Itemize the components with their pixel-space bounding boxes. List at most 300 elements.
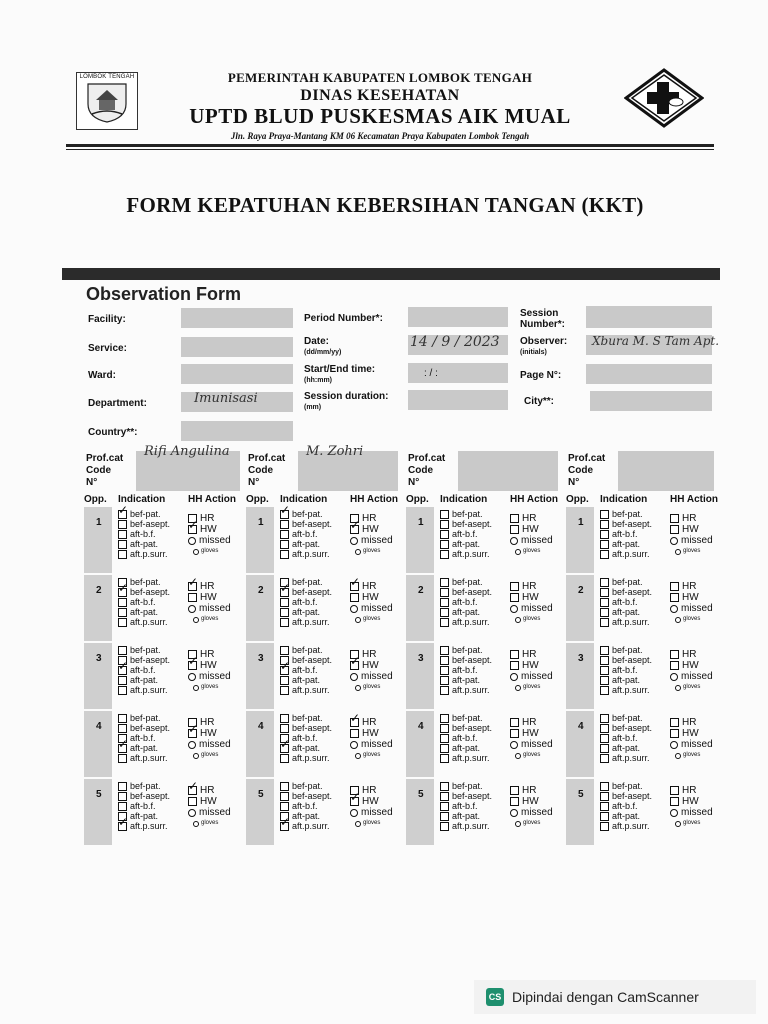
gloves-option[interactable] <box>188 750 231 761</box>
gloves-radio[interactable] <box>193 549 199 555</box>
indication-option[interactable] <box>280 519 332 529</box>
missed-radio[interactable] <box>670 605 678 613</box>
gloves-radio[interactable] <box>515 549 521 555</box>
indication-option[interactable] <box>118 539 170 549</box>
indication-option[interactable] <box>440 617 492 627</box>
hw-checkbox[interactable] <box>670 729 679 738</box>
indication-checkbox[interactable] <box>280 530 289 539</box>
hw-option[interactable] <box>670 524 713 535</box>
indication-option[interactable] <box>118 753 170 763</box>
gloves-radio[interactable] <box>355 685 361 691</box>
hr-checkbox[interactable] <box>670 514 679 523</box>
indication-option[interactable] <box>600 577 652 587</box>
hw-checkbox[interactable] <box>188 729 197 738</box>
indication-option[interactable] <box>440 597 492 607</box>
indication-checkbox[interactable] <box>440 598 449 607</box>
missed-option[interactable] <box>350 739 393 750</box>
indication-checkbox[interactable] <box>440 520 449 529</box>
hr-checkbox[interactable] <box>510 718 519 727</box>
hw-checkbox[interactable] <box>188 525 197 534</box>
indication-option[interactable] <box>280 685 332 695</box>
missed-option[interactable] <box>188 739 231 750</box>
indication-checkbox[interactable] <box>280 550 289 559</box>
missed-option[interactable] <box>350 535 393 546</box>
indication-checkbox[interactable] <box>118 754 127 763</box>
indication-option[interactable] <box>280 675 332 685</box>
city-field[interactable] <box>590 391 712 411</box>
indication-option[interactable] <box>440 753 492 763</box>
hr-option[interactable] <box>510 513 553 524</box>
indication-option[interactable] <box>600 781 652 791</box>
indication-option[interactable] <box>280 665 332 675</box>
indication-checkbox[interactable] <box>440 754 449 763</box>
hr-checkbox[interactable] <box>350 718 359 727</box>
profcat-field[interactable] <box>618 451 714 491</box>
missed-radio[interactable] <box>510 673 518 681</box>
indication-option[interactable] <box>118 781 170 791</box>
gloves-option[interactable] <box>670 546 713 557</box>
indication-checkbox[interactable] <box>440 724 449 733</box>
indication-checkbox[interactable] <box>600 618 609 627</box>
missed-option[interactable] <box>510 671 553 682</box>
indication-option[interactable] <box>600 549 652 559</box>
indication-checkbox[interactable] <box>440 734 449 743</box>
indication-checkbox[interactable] <box>440 588 449 597</box>
indication-option[interactable] <box>118 519 170 529</box>
ward-field[interactable] <box>181 364 293 384</box>
facility-field[interactable] <box>181 308 293 328</box>
gloves-option[interactable] <box>510 614 553 625</box>
missed-radio[interactable] <box>188 809 196 817</box>
missed-radio[interactable] <box>350 673 358 681</box>
indication-checkbox[interactable] <box>600 598 609 607</box>
indication-option[interactable] <box>440 519 492 529</box>
gloves-option[interactable] <box>670 750 713 761</box>
indication-checkbox[interactable] <box>440 822 449 831</box>
indication-option[interactable] <box>118 509 170 519</box>
hr-checkbox[interactable] <box>670 718 679 727</box>
missed-option[interactable] <box>350 603 393 614</box>
hw-checkbox[interactable] <box>670 661 679 670</box>
indication-checkbox[interactable] <box>440 782 449 791</box>
indication-option[interactable] <box>118 645 170 655</box>
missed-radio[interactable] <box>188 673 196 681</box>
indication-option[interactable] <box>280 617 332 627</box>
indication-option[interactable] <box>600 675 652 685</box>
gloves-radio[interactable] <box>675 617 681 623</box>
indication-option[interactable] <box>440 549 492 559</box>
indication-checkbox[interactable] <box>118 608 127 617</box>
indication-checkbox[interactable] <box>118 646 127 655</box>
missed-option[interactable] <box>670 603 713 614</box>
gloves-option[interactable] <box>188 682 231 693</box>
indication-checkbox[interactable] <box>118 744 127 753</box>
hw-option[interactable] <box>350 592 393 603</box>
missed-radio[interactable] <box>188 537 196 545</box>
indication-option[interactable] <box>600 645 652 655</box>
period-number-field[interactable] <box>408 307 508 327</box>
missed-radio[interactable] <box>510 605 518 613</box>
hw-option[interactable] <box>670 796 713 807</box>
indication-checkbox[interactable] <box>600 666 609 675</box>
missed-option[interactable] <box>670 671 713 682</box>
indication-checkbox[interactable] <box>600 646 609 655</box>
indication-checkbox[interactable] <box>600 520 609 529</box>
hr-option[interactable] <box>510 581 553 592</box>
indication-option[interactable] <box>280 597 332 607</box>
gloves-option[interactable] <box>188 546 231 557</box>
indication-checkbox[interactable] <box>600 724 609 733</box>
profcat-field[interactable] <box>458 451 558 491</box>
hw-option[interactable] <box>350 660 393 671</box>
indication-checkbox[interactable] <box>118 666 127 675</box>
missed-option[interactable] <box>350 807 393 818</box>
indication-checkbox[interactable] <box>600 822 609 831</box>
hr-option[interactable] <box>670 785 713 796</box>
gloves-radio[interactable] <box>355 549 361 555</box>
hw-checkbox[interactable] <box>670 797 679 806</box>
indication-option[interactable] <box>440 529 492 539</box>
indication-checkbox[interactable] <box>118 510 127 519</box>
indication-option[interactable] <box>440 743 492 753</box>
start-end-time-field[interactable] <box>408 363 508 383</box>
missed-option[interactable] <box>510 603 553 614</box>
indication-option[interactable] <box>118 675 170 685</box>
indication-option[interactable] <box>600 811 652 821</box>
indication-option[interactable] <box>600 753 652 763</box>
hw-option[interactable] <box>350 728 393 739</box>
hr-checkbox[interactable] <box>510 650 519 659</box>
indication-checkbox[interactable] <box>440 744 449 753</box>
indication-option[interactable] <box>600 733 652 743</box>
hw-checkbox[interactable] <box>510 729 519 738</box>
hw-checkbox[interactable] <box>350 729 359 738</box>
gloves-radio[interactable] <box>675 549 681 555</box>
indication-option[interactable] <box>440 811 492 821</box>
indication-option[interactable] <box>440 645 492 655</box>
indication-option[interactable] <box>280 587 332 597</box>
missed-option[interactable] <box>510 739 553 750</box>
hw-option[interactable] <box>510 728 553 739</box>
indication-checkbox[interactable] <box>118 782 127 791</box>
missed-option[interactable] <box>188 535 231 546</box>
indication-option[interactable] <box>440 607 492 617</box>
indication-checkbox[interactable] <box>600 540 609 549</box>
indication-checkbox[interactable] <box>280 802 289 811</box>
indication-checkbox[interactable] <box>280 510 289 519</box>
missed-radio[interactable] <box>350 605 358 613</box>
indication-checkbox[interactable] <box>440 578 449 587</box>
indication-checkbox[interactable] <box>600 686 609 695</box>
indication-option[interactable] <box>440 713 492 723</box>
hw-checkbox[interactable] <box>188 797 197 806</box>
gloves-radio[interactable] <box>675 753 681 759</box>
hr-checkbox[interactable] <box>188 786 197 795</box>
indication-option[interactable] <box>440 781 492 791</box>
hw-checkbox[interactable] <box>510 525 519 534</box>
hw-checkbox[interactable] <box>510 661 519 670</box>
indication-checkbox[interactable] <box>600 792 609 801</box>
indication-checkbox[interactable] <box>440 802 449 811</box>
indication-checkbox[interactable] <box>600 588 609 597</box>
indication-option[interactable] <box>118 723 170 733</box>
indication-checkbox[interactable] <box>600 802 609 811</box>
indication-option[interactable] <box>118 587 170 597</box>
gloves-option[interactable] <box>350 750 393 761</box>
missed-radio[interactable] <box>350 537 358 545</box>
indication-checkbox[interactable] <box>280 724 289 733</box>
indication-checkbox[interactable] <box>600 656 609 665</box>
indication-checkbox[interactable] <box>600 608 609 617</box>
indication-checkbox[interactable] <box>440 618 449 627</box>
page-number-field[interactable] <box>586 364 712 384</box>
indication-checkbox[interactable] <box>440 530 449 539</box>
hw-option[interactable] <box>670 592 713 603</box>
indication-checkbox[interactable] <box>280 618 289 627</box>
indication-option[interactable] <box>118 597 170 607</box>
indication-option[interactable] <box>440 685 492 695</box>
hr-checkbox[interactable] <box>350 582 359 591</box>
indication-checkbox[interactable] <box>118 822 127 831</box>
missed-radio[interactable] <box>670 673 678 681</box>
indication-option[interactable] <box>280 821 332 831</box>
indication-option[interactable] <box>118 685 170 695</box>
hw-checkbox[interactable] <box>350 593 359 602</box>
hw-option[interactable] <box>350 524 393 535</box>
indication-option[interactable] <box>118 821 170 831</box>
indication-checkbox[interactable] <box>440 812 449 821</box>
indication-option[interactable] <box>440 539 492 549</box>
indication-option[interactable] <box>600 685 652 695</box>
gloves-option[interactable] <box>670 818 713 829</box>
indication-option[interactable] <box>280 781 332 791</box>
gloves-radio[interactable] <box>193 617 199 623</box>
indication-checkbox[interactable] <box>118 802 127 811</box>
indication-checkbox[interactable] <box>280 598 289 607</box>
indication-option[interactable] <box>440 577 492 587</box>
hw-checkbox[interactable] <box>350 661 359 670</box>
hr-option[interactable] <box>350 581 393 592</box>
hr-option[interactable] <box>188 785 231 796</box>
hr-checkbox[interactable] <box>510 786 519 795</box>
indication-option[interactable] <box>440 587 492 597</box>
hw-option[interactable] <box>188 524 231 535</box>
gloves-radio[interactable] <box>675 821 681 827</box>
missed-option[interactable] <box>188 671 231 682</box>
gloves-radio[interactable] <box>355 617 361 623</box>
missed-radio[interactable] <box>670 809 678 817</box>
session-duration-field[interactable] <box>408 390 508 410</box>
gloves-radio[interactable] <box>515 821 521 827</box>
indication-checkbox[interactable] <box>600 782 609 791</box>
indication-option[interactable] <box>440 509 492 519</box>
hw-option[interactable] <box>510 524 553 535</box>
missed-radio[interactable] <box>510 809 518 817</box>
indication-option[interactable] <box>118 607 170 617</box>
indication-checkbox[interactable] <box>280 540 289 549</box>
service-field[interactable] <box>181 337 293 357</box>
gloves-option[interactable] <box>510 682 553 693</box>
gloves-radio[interactable] <box>515 617 521 623</box>
hr-checkbox[interactable] <box>670 786 679 795</box>
indication-option[interactable] <box>280 723 332 733</box>
indication-checkbox[interactable] <box>280 782 289 791</box>
gloves-radio[interactable] <box>675 685 681 691</box>
hw-checkbox[interactable] <box>188 661 197 670</box>
indication-checkbox[interactable] <box>440 714 449 723</box>
indication-checkbox[interactable] <box>440 686 449 695</box>
indication-checkbox[interactable] <box>280 520 289 529</box>
hw-checkbox[interactable] <box>350 797 359 806</box>
hr-checkbox[interactable] <box>670 650 679 659</box>
indication-checkbox[interactable] <box>118 724 127 733</box>
missed-option[interactable] <box>188 807 231 818</box>
missed-option[interactable] <box>670 535 713 546</box>
missed-radio[interactable] <box>670 741 678 749</box>
indication-checkbox[interactable] <box>600 744 609 753</box>
indication-checkbox[interactable] <box>118 676 127 685</box>
indication-option[interactable] <box>118 791 170 801</box>
gloves-radio[interactable] <box>355 821 361 827</box>
indication-checkbox[interactable] <box>118 686 127 695</box>
gloves-option[interactable] <box>350 818 393 829</box>
gloves-radio[interactable] <box>515 685 521 691</box>
hr-checkbox[interactable] <box>188 582 197 591</box>
session-number-field[interactable] <box>586 306 712 328</box>
gloves-option[interactable] <box>510 750 553 761</box>
indication-checkbox[interactable] <box>600 550 609 559</box>
missed-option[interactable] <box>670 807 713 818</box>
hw-checkbox[interactable] <box>510 593 519 602</box>
gloves-option[interactable] <box>510 546 553 557</box>
indication-option[interactable] <box>600 617 652 627</box>
indication-option[interactable] <box>280 607 332 617</box>
indication-checkbox[interactable] <box>280 754 289 763</box>
missed-radio[interactable] <box>188 605 196 613</box>
indication-checkbox[interactable] <box>280 792 289 801</box>
indication-option[interactable] <box>118 549 170 559</box>
hw-option[interactable] <box>670 660 713 671</box>
hw-option[interactable] <box>510 796 553 807</box>
hr-checkbox[interactable] <box>670 582 679 591</box>
indication-checkbox[interactable] <box>118 530 127 539</box>
indication-checkbox[interactable] <box>600 530 609 539</box>
missed-option[interactable] <box>510 807 553 818</box>
indication-checkbox[interactable] <box>280 608 289 617</box>
indication-checkbox[interactable] <box>440 676 449 685</box>
indication-checkbox[interactable] <box>600 754 609 763</box>
indication-option[interactable] <box>440 665 492 675</box>
indication-option[interactable] <box>600 713 652 723</box>
indication-checkbox[interactable] <box>280 714 289 723</box>
indication-option[interactable] <box>600 821 652 831</box>
indication-option[interactable] <box>440 723 492 733</box>
indication-checkbox[interactable] <box>440 666 449 675</box>
indication-option[interactable] <box>600 665 652 675</box>
indication-checkbox[interactable] <box>118 598 127 607</box>
hw-option[interactable] <box>510 660 553 671</box>
missed-radio[interactable] <box>350 741 358 749</box>
indication-option[interactable] <box>600 743 652 753</box>
gloves-option[interactable] <box>670 614 713 625</box>
indication-option[interactable] <box>440 655 492 665</box>
indication-option[interactable] <box>440 675 492 685</box>
indication-checkbox[interactable] <box>118 588 127 597</box>
indication-option[interactable] <box>440 791 492 801</box>
gloves-option[interactable] <box>510 818 553 829</box>
hw-checkbox[interactable] <box>670 525 679 534</box>
indication-checkbox[interactable] <box>280 676 289 685</box>
hw-checkbox[interactable] <box>670 593 679 602</box>
indication-checkbox[interactable] <box>440 540 449 549</box>
hr-option[interactable] <box>670 581 713 592</box>
indication-option[interactable] <box>280 509 332 519</box>
missed-radio[interactable] <box>188 741 196 749</box>
missed-radio[interactable] <box>350 809 358 817</box>
indication-option[interactable] <box>440 733 492 743</box>
indication-option[interactable] <box>600 791 652 801</box>
indication-checkbox[interactable] <box>280 666 289 675</box>
indication-checkbox[interactable] <box>118 520 127 529</box>
hr-option[interactable] <box>510 717 553 728</box>
missed-option[interactable] <box>510 535 553 546</box>
missed-radio[interactable] <box>670 537 678 545</box>
indication-option[interactable] <box>280 801 332 811</box>
indication-checkbox[interactable] <box>280 822 289 831</box>
missed-option[interactable] <box>670 739 713 750</box>
indication-option[interactable] <box>280 645 332 655</box>
indication-checkbox[interactable] <box>440 550 449 559</box>
hr-checkbox[interactable] <box>510 582 519 591</box>
indication-checkbox[interactable] <box>600 734 609 743</box>
indication-checkbox[interactable] <box>600 676 609 685</box>
gloves-radio[interactable] <box>515 753 521 759</box>
indication-checkbox[interactable] <box>600 812 609 821</box>
indication-option[interactable] <box>600 607 652 617</box>
missed-radio[interactable] <box>510 741 518 749</box>
indication-option[interactable] <box>118 617 170 627</box>
indication-checkbox[interactable] <box>118 550 127 559</box>
indication-option[interactable] <box>600 655 652 665</box>
hr-option[interactable] <box>670 717 713 728</box>
indication-option[interactable] <box>600 539 652 549</box>
indication-option[interactable] <box>280 539 332 549</box>
hr-option[interactable] <box>188 581 231 592</box>
indication-option[interactable] <box>600 509 652 519</box>
indication-checkbox[interactable] <box>600 714 609 723</box>
indication-option[interactable] <box>280 549 332 559</box>
gloves-radio[interactable] <box>193 821 199 827</box>
indication-checkbox[interactable] <box>118 618 127 627</box>
gloves-option[interactable] <box>350 546 393 557</box>
indication-option[interactable] <box>600 597 652 607</box>
gloves-option[interactable] <box>188 818 231 829</box>
indication-checkbox[interactable] <box>118 792 127 801</box>
gloves-option[interactable] <box>350 682 393 693</box>
indication-option[interactable] <box>440 821 492 831</box>
hw-option[interactable] <box>670 728 713 739</box>
indication-checkbox[interactable] <box>440 656 449 665</box>
gloves-option[interactable] <box>670 682 713 693</box>
hw-option[interactable] <box>510 592 553 603</box>
indication-option[interactable] <box>600 587 652 597</box>
indication-checkbox[interactable] <box>440 608 449 617</box>
indication-option[interactable] <box>280 791 332 801</box>
hr-option[interactable] <box>670 513 713 524</box>
indication-checkbox[interactable] <box>280 744 289 753</box>
missed-radio[interactable] <box>510 537 518 545</box>
indication-option[interactable] <box>280 753 332 763</box>
